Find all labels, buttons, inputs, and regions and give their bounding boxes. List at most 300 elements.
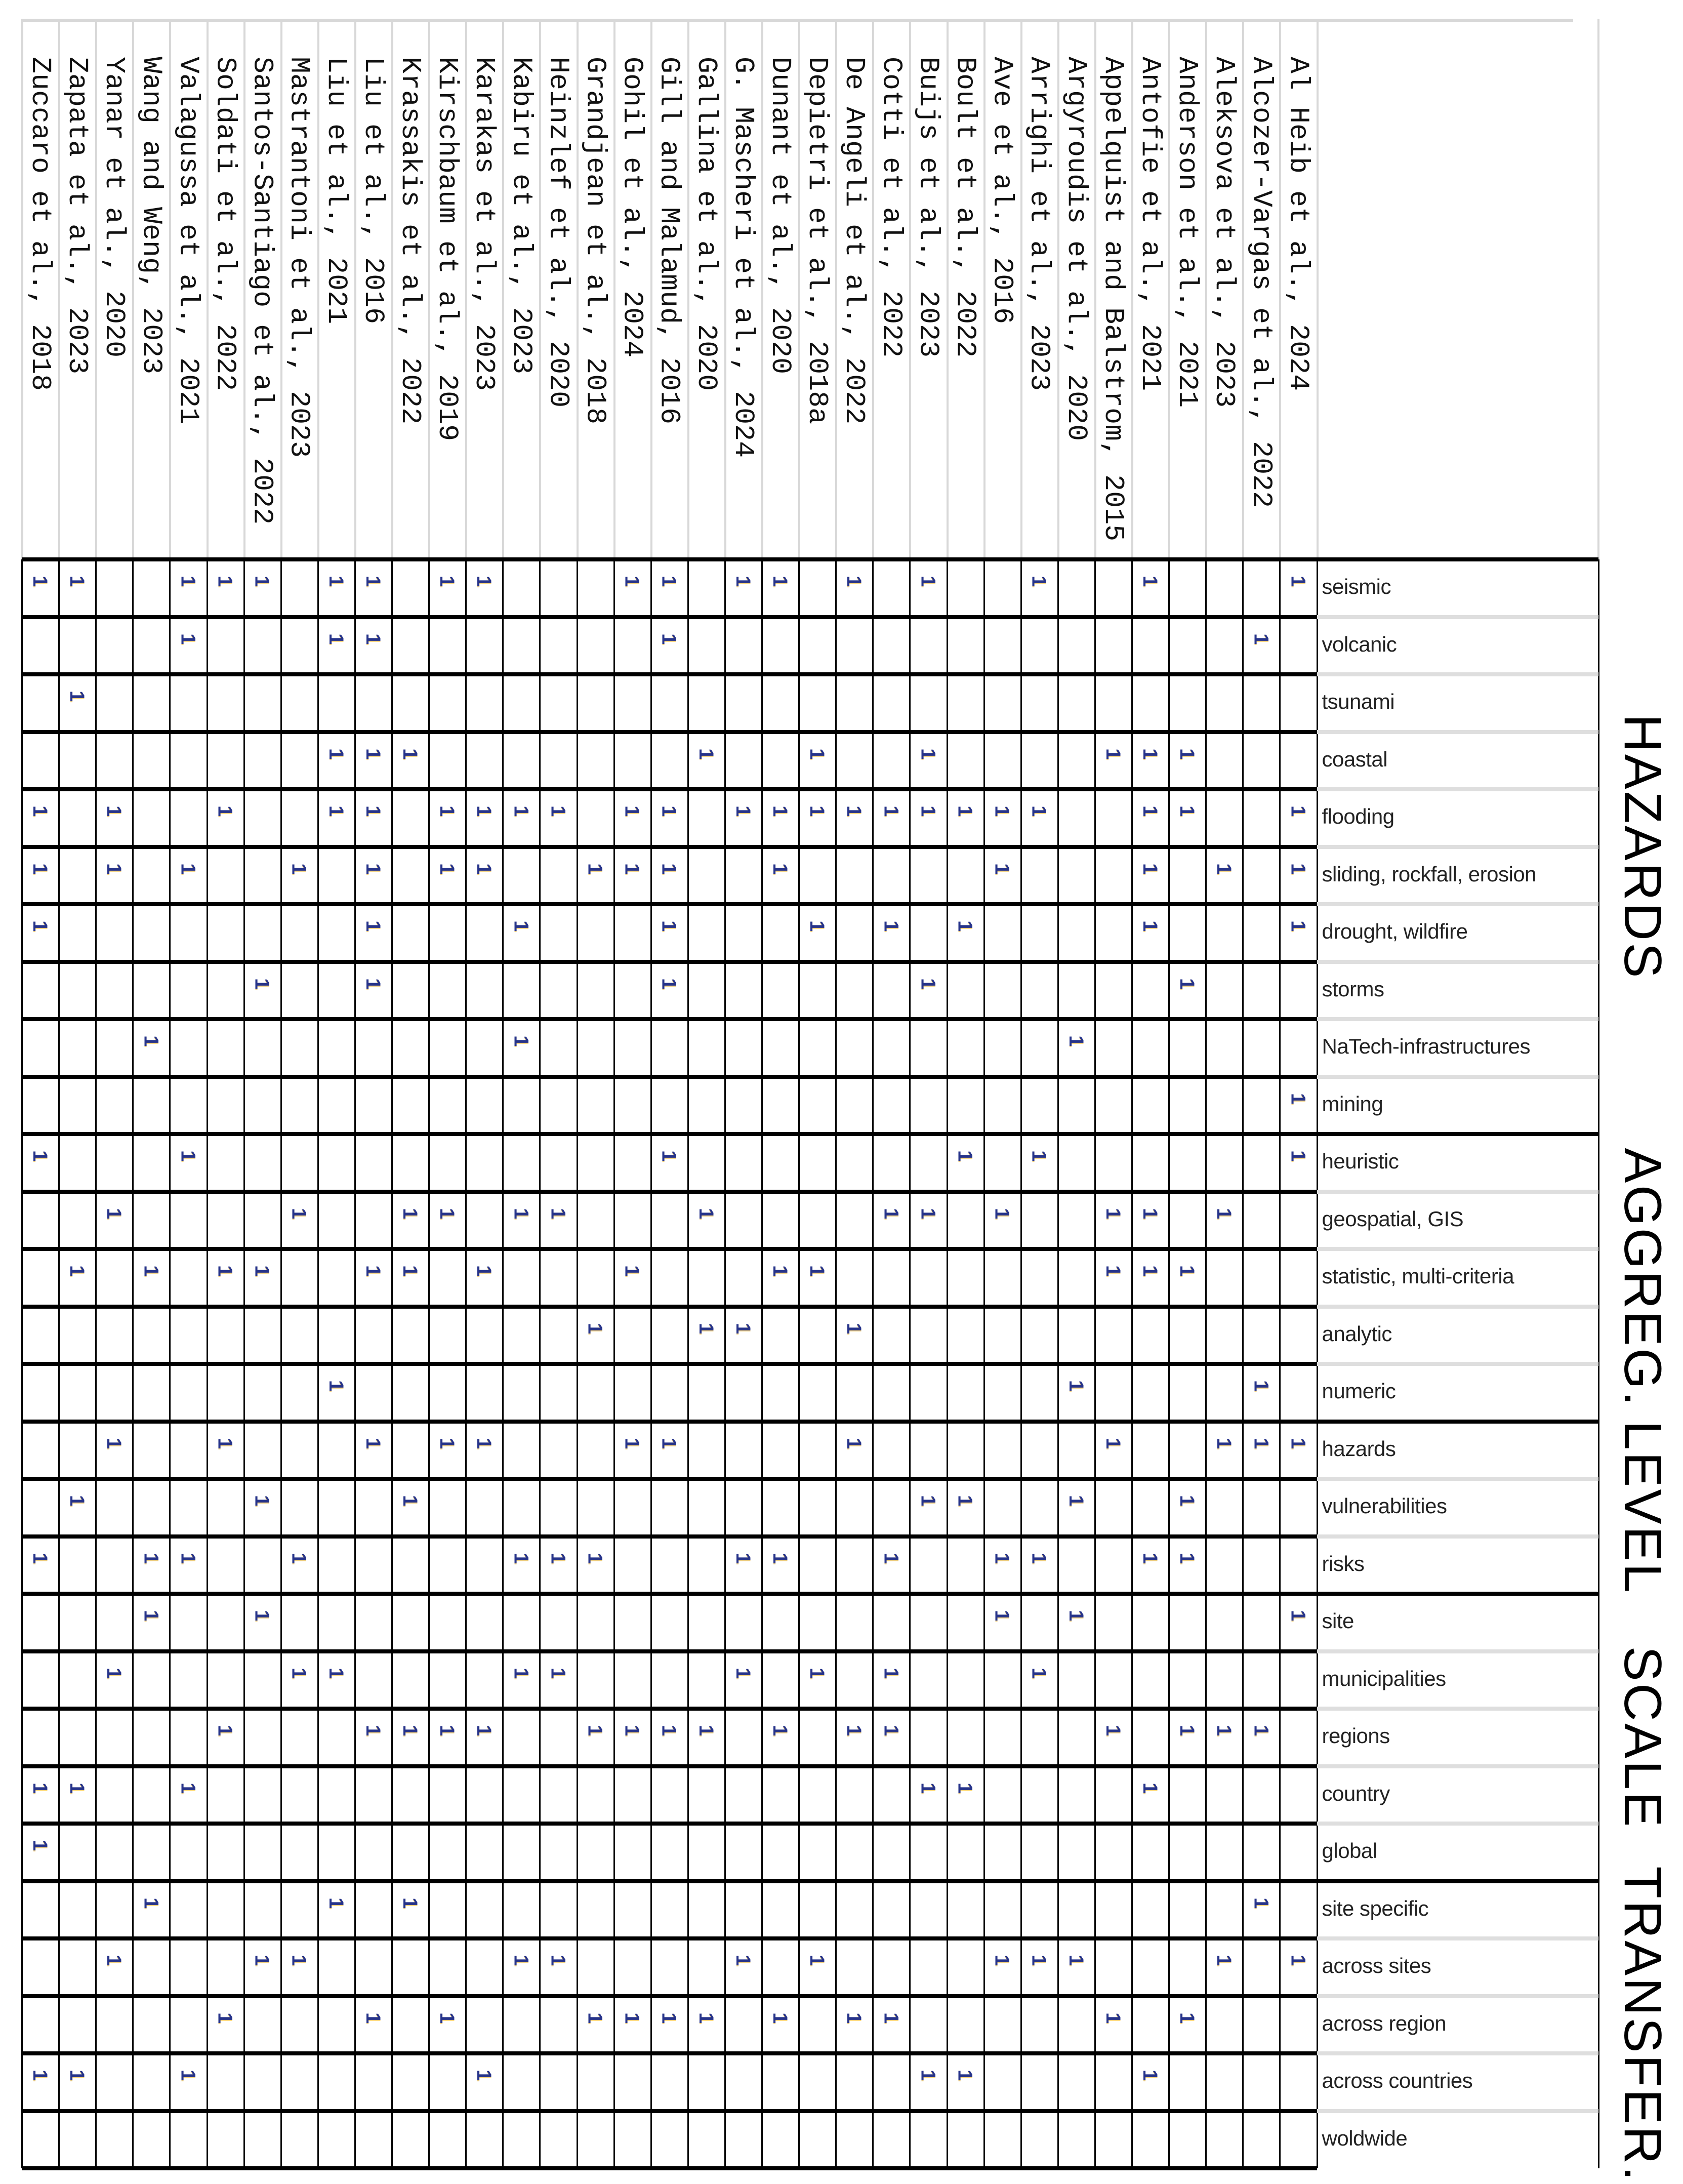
cell-mark: 1 — [584, 1725, 606, 1736]
cell-mark: 1 — [399, 1265, 421, 1277]
cell-mark: 1 — [991, 1955, 1013, 1966]
cell-mark: 1 — [731, 1667, 754, 1679]
cell-mark: 1 — [288, 863, 310, 874]
cell-mark: 1 — [658, 978, 680, 989]
cell-mark: 1 — [1064, 1380, 1087, 1392]
row-divider — [22, 902, 1317, 906]
cell-mark: 1 — [29, 920, 51, 932]
row-divider — [1317, 1994, 1599, 1998]
row-divider — [22, 1822, 1317, 1826]
row-divider — [22, 1247, 1317, 1251]
cell-mark: 1 — [1139, 805, 1161, 817]
cell-mark: 1 — [1250, 1897, 1272, 1909]
cell-mark: 1 — [399, 1897, 421, 1909]
cell-mark: 1 — [29, 805, 51, 817]
cell-mark: 1 — [658, 633, 680, 644]
row-divider — [1317, 2051, 1599, 2055]
cell-mark: 1 — [1028, 576, 1050, 587]
cell-mark: 1 — [140, 1610, 162, 1622]
column-header-author: Gohil et al., 2024 — [616, 57, 648, 358]
cell-mark: 1 — [29, 863, 51, 874]
cell-mark: 1 — [1139, 2070, 1161, 2081]
cell-mark: 1 — [324, 633, 347, 644]
cell-mark: 1 — [1139, 748, 1161, 759]
cell-mark: 1 — [29, 576, 51, 587]
cell-mark: 1 — [694, 2012, 717, 2024]
cell-mark: 1 — [954, 2070, 976, 2081]
row-label: drought, wildfire — [1322, 919, 1468, 943]
row-divider — [1317, 1649, 1599, 1653]
row-label: global — [1322, 1839, 1377, 1863]
cell-mark: 1 — [214, 1265, 236, 1277]
cell-mark: 1 — [694, 1207, 717, 1219]
cell-mark: 1 — [177, 1782, 199, 1794]
row-divider — [22, 2051, 1317, 2055]
cell-mark: 1 — [436, 1207, 459, 1219]
cell-mark: 1 — [1139, 863, 1161, 874]
cell-mark: 1 — [361, 1265, 384, 1277]
cell-mark: 1 — [66, 691, 89, 702]
cell-mark: 1 — [917, 978, 939, 989]
cell-mark: 1 — [917, 1782, 939, 1794]
column-header-author: Alcozer-Vargas et al., 2022 — [1245, 57, 1278, 508]
row-divider — [1317, 730, 1599, 734]
row-divider — [22, 1305, 1317, 1309]
cell-mark: 1 — [1064, 1955, 1087, 1966]
cell-mark: 1 — [1101, 748, 1124, 759]
row-label: statistic, multi-criteria — [1322, 1264, 1514, 1288]
cell-mark: 1 — [510, 1207, 532, 1219]
cell-mark: 1 — [1287, 805, 1309, 817]
cell-mark: 1 — [880, 2012, 902, 2024]
cell-mark: 1 — [1213, 1725, 1236, 1736]
cell-mark: 1 — [288, 1207, 310, 1219]
cell-mark: 1 — [547, 1667, 569, 1679]
cell-mark: 1 — [880, 1552, 902, 1564]
cell-mark: 1 — [66, 1782, 89, 1794]
cell-mark: 1 — [1064, 1610, 1087, 1622]
cell-mark: 1 — [1028, 1667, 1050, 1679]
row-divider — [1317, 960, 1599, 964]
cell-mark: 1 — [473, 805, 496, 817]
cell-mark: 1 — [436, 863, 459, 874]
column-header-author: Kabiru et al., 2023 — [505, 57, 538, 375]
cell-mark: 1 — [806, 1667, 829, 1679]
row-divider — [22, 1707, 1317, 1711]
cell-mark: 1 — [214, 1437, 236, 1449]
cell-mark: 1 — [658, 1437, 680, 1449]
cell-mark: 1 — [584, 863, 606, 874]
cell-mark: 1 — [324, 1897, 347, 1909]
cell-mark: 1 — [399, 1207, 421, 1219]
row-divider — [1317, 1305, 1599, 1309]
cell-mark: 1 — [66, 1495, 89, 1507]
cell-mark: 1 — [510, 1035, 532, 1047]
row-label: heuristic — [1322, 1149, 1399, 1173]
row-label: municipalities — [1322, 1666, 1446, 1690]
cell-mark: 1 — [361, 1437, 384, 1449]
row-divider — [1317, 1764, 1599, 1768]
cell-mark: 1 — [694, 748, 717, 759]
cell-mark: 1 — [769, 805, 791, 817]
cell-mark: 1 — [1287, 1150, 1309, 1162]
cell-mark: 1 — [806, 748, 829, 759]
column-header-author: G. Mascheri et al., 2024 — [727, 57, 759, 458]
cell-mark: 1 — [806, 805, 829, 817]
cell-mark: 1 — [843, 1437, 866, 1449]
group-divider — [1317, 1132, 1599, 1136]
cell-mark: 1 — [1250, 633, 1272, 644]
cell-mark: 1 — [103, 863, 126, 874]
cell-mark: 1 — [473, 1265, 496, 1277]
row-label: storms — [1322, 977, 1384, 1001]
row-label: mining — [1322, 1091, 1383, 1116]
row-divider — [1317, 672, 1599, 676]
cell-mark: 1 — [954, 1495, 976, 1507]
row-label: woldwide — [1322, 2126, 1408, 2150]
cell-mark: 1 — [361, 748, 384, 759]
group-label: HAZARDS — [1613, 714, 1672, 980]
cell-mark: 1 — [658, 576, 680, 587]
row-label: seismic — [1322, 575, 1391, 598]
cell-mark: 1 — [324, 805, 347, 817]
cell-mark: 1 — [473, 1725, 496, 1736]
row-label: across sites — [1322, 1954, 1431, 1977]
column-header-author: Gallina et al., 2020 — [690, 57, 722, 391]
cell-mark: 1 — [843, 1725, 866, 1736]
cell-mark: 1 — [1287, 920, 1309, 932]
row-label: across region — [1322, 2011, 1447, 2035]
cell-mark: 1 — [1250, 1437, 1272, 1449]
column-header-author: Karakas et al., 2023 — [468, 57, 501, 391]
cell-mark: 1 — [880, 1207, 902, 1219]
cell-mark: 1 — [621, 2012, 643, 2024]
cell-mark: 1 — [1287, 863, 1309, 874]
cell-mark: 1 — [806, 1265, 829, 1277]
cell-mark: 1 — [1139, 920, 1161, 932]
cell-mark: 1 — [806, 1955, 829, 1966]
cell-mark: 1 — [1101, 2012, 1124, 2024]
cell-mark: 1 — [1287, 576, 1309, 587]
cell-mark: 1 — [214, 1725, 236, 1736]
cell-mark: 1 — [584, 1322, 606, 1334]
cell-mark: 1 — [177, 1150, 199, 1162]
row-divider — [1317, 1017, 1599, 1021]
column-header-author: Krassakis et al., 2022 — [394, 57, 426, 425]
cell-mark: 1 — [288, 1955, 310, 1966]
row-divider — [1317, 1936, 1599, 1940]
column-header-author: Mastrantoni et al., 2023 — [283, 57, 315, 458]
cell-mark: 1 — [954, 920, 976, 932]
cell-mark: 1 — [214, 805, 236, 817]
cell-mark: 1 — [436, 805, 459, 817]
cell-mark: 1 — [510, 805, 532, 817]
cell-mark: 1 — [103, 805, 126, 817]
cell-mark: 1 — [324, 748, 347, 759]
cell-mark: 1 — [177, 2070, 199, 2081]
cell-mark: 1 — [1287, 1437, 1309, 1449]
row-divider — [1317, 1477, 1599, 1481]
cell-mark: 1 — [103, 1437, 126, 1449]
cell-mark: 1 — [1101, 1265, 1124, 1277]
cell-mark: 1 — [1101, 1437, 1124, 1449]
cell-mark: 1 — [473, 2070, 496, 2081]
cell-mark: 1 — [1176, 1265, 1199, 1277]
cell-mark: 1 — [621, 576, 643, 587]
cell-mark: 1 — [621, 863, 643, 874]
cell-mark: 1 — [361, 2012, 384, 2024]
cell-mark: 1 — [658, 805, 680, 817]
column-header-author: Soldati et al., 2022 — [209, 57, 241, 391]
column-header-author: Wang and Weng, 2023 — [135, 57, 168, 375]
column-header-author: Yanar et al., 2020 — [98, 57, 131, 358]
row-label: coastal — [1322, 747, 1388, 771]
cell-mark: 1 — [769, 576, 791, 587]
cell-mark: 1 — [361, 978, 384, 989]
cell-mark: 1 — [843, 805, 866, 817]
group-divider — [1317, 1420, 1599, 1424]
cell-mark: 1 — [361, 633, 384, 644]
cell-mark: 1 — [399, 748, 421, 759]
cell-mark: 1 — [917, 2070, 939, 2081]
row-divider — [22, 557, 1317, 561]
row-divider — [22, 1075, 1317, 1079]
cell-mark: 1 — [658, 920, 680, 932]
row-label: site specific — [1322, 1896, 1429, 1920]
row-divider — [22, 960, 1317, 964]
cell-mark: 1 — [1028, 1955, 1050, 1966]
cell-mark: 1 — [769, 2012, 791, 2024]
cell-mark: 1 — [658, 1725, 680, 1736]
cell-mark: 1 — [880, 920, 902, 932]
column-header-author: Ave et al., 2016 — [986, 57, 1018, 325]
group-divider — [1317, 1592, 1599, 1596]
row-label: NaTech-infrastructures — [1322, 1034, 1530, 1058]
column-header-author: Valagussa et al., 2021 — [172, 57, 204, 425]
cell-mark: 1 — [1176, 978, 1199, 989]
row-divider — [22, 1477, 1317, 1481]
column-header-author: Gill and Malamud, 2016 — [653, 57, 685, 425]
cell-mark: 1 — [510, 1552, 532, 1564]
cell-mark: 1 — [29, 1150, 51, 1162]
row-divider — [1317, 1190, 1599, 1194]
cell-mark: 1 — [769, 863, 791, 874]
cell-mark: 1 — [843, 1322, 866, 1334]
row-divider — [22, 615, 1317, 619]
cell-mark: 1 — [473, 1437, 496, 1449]
cell-mark: 1 — [399, 1725, 421, 1736]
row-label: risks — [1322, 1551, 1365, 1575]
row-divider — [22, 730, 1317, 734]
row-divider — [22, 1592, 1317, 1596]
row-divider — [22, 2109, 1317, 2113]
cell-mark: 1 — [621, 1437, 643, 1449]
row-divider — [22, 1649, 1317, 1653]
column-header-author: Antofie et al., 2021 — [1134, 57, 1166, 391]
cell-mark: 1 — [473, 863, 496, 874]
cell-mark: 1 — [769, 1725, 791, 1736]
row-divider — [1317, 2109, 1599, 2113]
row-label: numeric — [1322, 1379, 1396, 1403]
row-label: site — [1322, 1609, 1354, 1633]
row-divider — [22, 1879, 1317, 1883]
cell-mark: 1 — [1064, 1035, 1087, 1047]
cell-mark: 1 — [103, 1207, 126, 1219]
cell-mark: 1 — [436, 576, 459, 587]
row-divider — [1317, 1707, 1599, 1711]
cell-mark: 1 — [547, 1552, 569, 1564]
cell-mark: 1 — [658, 2012, 680, 2024]
column-header-author: Cotti et al., 2022 — [875, 57, 908, 358]
cell-mark: 1 — [954, 805, 976, 817]
cell-mark: 1 — [399, 1495, 421, 1507]
cell-mark: 1 — [251, 1495, 273, 1507]
row-divider — [1317, 845, 1599, 849]
column-header-author: Liu et al., 2021 — [320, 57, 352, 325]
cell-mark: 1 — [177, 633, 199, 644]
row-label: flooding — [1322, 804, 1394, 828]
cell-mark: 1 — [436, 1725, 459, 1736]
column-header-author: Buijs et al., 2023 — [912, 57, 945, 358]
cell-mark: 1 — [140, 1897, 162, 1909]
cell-mark: 1 — [769, 1265, 791, 1277]
cell-mark: 1 — [843, 2012, 866, 2024]
row-label: hazards — [1322, 1436, 1396, 1461]
row-divider — [22, 1764, 1317, 1768]
cell-mark: 1 — [510, 1955, 532, 1966]
row-divider — [22, 1362, 1317, 1366]
row-divider — [22, 1936, 1317, 1940]
column-header-author: Anderson et al., 2021 — [1171, 57, 1204, 408]
row-label: country — [1322, 1781, 1390, 1805]
cell-mark: 1 — [361, 1725, 384, 1736]
cell-mark: 1 — [954, 1782, 976, 1794]
column-header-author: Heinzlef et al., 2020 — [542, 57, 574, 408]
cell-mark: 1 — [103, 1955, 126, 1966]
cell-mark: 1 — [1213, 1437, 1236, 1449]
column-header-author: Appelquist and Balstrom, 2015 — [1097, 57, 1129, 542]
cell-mark: 1 — [917, 748, 939, 759]
cell-mark: 1 — [251, 1265, 273, 1277]
row-divider — [1317, 902, 1599, 906]
row-divider — [1317, 1362, 1599, 1366]
group-label: AGGREG. — [1613, 1148, 1672, 1408]
group-label: TRANSFER. — [1613, 1866, 1672, 2183]
column-header-author: Zuccaro et al., 2018 — [24, 57, 56, 391]
row-label: across countries — [1322, 2069, 1473, 2092]
cell-mark: 1 — [1101, 1725, 1124, 1736]
column-header-author: Al Heib et al., 2024 — [1282, 57, 1315, 391]
column-header-author: Grandjean et al., 2018 — [579, 57, 611, 425]
cell-mark: 1 — [1028, 805, 1050, 817]
cell-mark: 1 — [288, 1552, 310, 1564]
cell-mark: 1 — [731, 1322, 754, 1334]
row-divider — [1317, 787, 1599, 791]
row-label: sliding, rockfall, erosion — [1322, 862, 1537, 886]
cell-mark: 1 — [547, 1207, 569, 1219]
cell-mark: 1 — [1176, 748, 1199, 759]
cell-mark: 1 — [694, 1725, 717, 1736]
cell-mark: 1 — [510, 920, 532, 932]
header-column-divider — [1597, 19, 1599, 559]
cell-mark: 1 — [361, 805, 384, 817]
cell-mark: 1 — [1213, 1955, 1236, 1966]
group-label: SCALE — [1613, 1646, 1672, 1829]
column-header-author: Kirschbaum et al., 2019 — [431, 57, 464, 441]
cell-mark: 1 — [621, 1265, 643, 1277]
cell-mark: 1 — [547, 1955, 569, 1966]
cell-mark: 1 — [1176, 2012, 1199, 2024]
cell-mark: 1 — [1250, 1380, 1272, 1392]
cell-mark: 1 — [361, 920, 384, 932]
cell-mark: 1 — [1028, 1552, 1050, 1564]
header-top-border — [22, 19, 1573, 22]
row-label: volcanic — [1322, 632, 1397, 656]
row-divider — [1317, 1075, 1599, 1079]
row-divider — [22, 1017, 1317, 1021]
row-label: vulnerabilities — [1322, 1494, 1447, 1518]
cell-mark: 1 — [1176, 1725, 1199, 1736]
column-header-author: De Angeli et al., 2022 — [838, 57, 871, 425]
cell-mark: 1 — [954, 1150, 976, 1162]
cell-mark: 1 — [140, 1265, 162, 1277]
cell-mark: 1 — [731, 1955, 754, 1966]
column-header-author: Boult et al., 2022 — [949, 57, 981, 358]
cell-mark: 1 — [29, 2070, 51, 2081]
row-divider — [22, 787, 1317, 791]
cell-mark: 1 — [1287, 1093, 1309, 1104]
cell-mark: 1 — [1028, 1150, 1050, 1162]
cell-mark: 1 — [361, 863, 384, 874]
row-divider — [22, 1420, 1317, 1424]
row-divider — [22, 845, 1317, 849]
cell-mark: 1 — [584, 1552, 606, 1564]
cell-mark: 1 — [769, 1552, 791, 1564]
row-divider — [1317, 1534, 1599, 1539]
cell-mark: 1 — [436, 2012, 459, 2024]
cell-mark: 1 — [177, 863, 199, 874]
cell-mark: 1 — [361, 576, 384, 587]
cell-mark: 1 — [29, 1840, 51, 1851]
cell-mark: 1 — [1101, 1207, 1124, 1219]
cell-mark: 1 — [1213, 1207, 1236, 1219]
row-divider — [22, 1994, 1317, 1998]
cell-mark: 1 — [66, 1265, 89, 1277]
cell-mark: 1 — [731, 1552, 754, 1564]
table-bottom-border — [22, 2166, 1317, 2170]
cell-mark: 1 — [991, 1610, 1013, 1622]
row-divider — [22, 672, 1317, 676]
cell-mark: 1 — [251, 576, 273, 587]
cell-mark: 1 — [1139, 1207, 1161, 1219]
cell-mark: 1 — [1176, 1495, 1199, 1507]
cell-mark: 1 — [991, 1552, 1013, 1564]
cell-mark: 1 — [1250, 1725, 1272, 1736]
column-header-author: Argyroudis et al., 2020 — [1060, 57, 1092, 441]
row-divider — [22, 1534, 1317, 1539]
cell-mark: 1 — [917, 1207, 939, 1219]
cell-mark: 1 — [731, 576, 754, 587]
cell-mark: 1 — [140, 1035, 162, 1047]
cell-mark: 1 — [1287, 1610, 1309, 1622]
group-divider — [1317, 1879, 1599, 1883]
row-divider — [22, 1190, 1317, 1194]
cell-mark: 1 — [1287, 1955, 1309, 1966]
cell-mark: 1 — [806, 920, 829, 932]
row-divider — [22, 1132, 1317, 1136]
cell-mark: 1 — [880, 1667, 902, 1679]
cell-mark: 1 — [29, 1782, 51, 1794]
